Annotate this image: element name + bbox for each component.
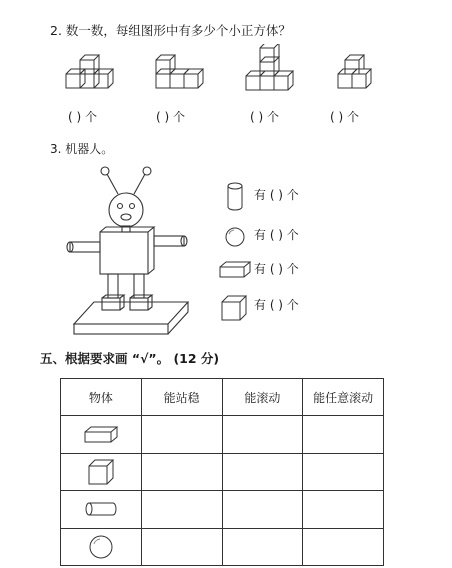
answer-cell[interactable] xyxy=(141,416,222,453)
answer-cell[interactable] xyxy=(141,453,222,490)
q2-title: 2. 数一数，每组图形中有多少个小正方体？ xyxy=(50,23,291,38)
q2-answer-3: ( ) 个 xyxy=(250,110,279,124)
header-roll: 能滚动 xyxy=(222,379,303,416)
answer-cell[interactable] xyxy=(222,491,303,528)
header-object: 物体 xyxy=(61,379,142,416)
cylinder-icon xyxy=(84,501,118,517)
q3-title: 3. 机器人。 xyxy=(50,142,114,156)
q2-answer-2: ( ) 个 xyxy=(156,110,185,124)
cube-icon xyxy=(220,294,248,322)
answer-cell[interactable] xyxy=(303,528,384,565)
q3-sphere-label: 有 ( ) 个 xyxy=(254,228,299,242)
cuboid-icon xyxy=(218,260,252,280)
q2-answer-4: ( ) 个 xyxy=(330,110,359,124)
cube-group-1-icon xyxy=(64,52,124,92)
cube-group-4-icon xyxy=(334,52,384,92)
cylinder-icon xyxy=(226,182,244,212)
cuboid-icon xyxy=(83,425,119,445)
cube-group-3-icon xyxy=(242,44,302,94)
answer-cell[interactable] xyxy=(141,491,222,528)
section5-title: 五、根据要求画 “√”。 (12 分) xyxy=(40,351,220,366)
q3-cuboid-label: 有 ( ) 个 xyxy=(254,262,299,276)
q3-cylinder-label: 有 ( ) 个 xyxy=(254,188,299,202)
answer-cell[interactable] xyxy=(141,528,222,565)
answer-cell[interactable] xyxy=(222,453,303,490)
q3-cube-label: 有 ( ) 个 xyxy=(254,298,299,312)
answer-cell[interactable] xyxy=(303,453,384,490)
table-row xyxy=(61,528,384,565)
answer-cell[interactable] xyxy=(303,416,384,453)
answer-cell[interactable] xyxy=(222,416,303,453)
robot-icon xyxy=(60,162,200,342)
q2-answer-1: ( ) 个 xyxy=(68,110,97,124)
shape-table xyxy=(60,378,384,566)
header-roll-any: 能任意滚动 xyxy=(303,379,384,416)
answer-cell[interactable] xyxy=(222,528,303,565)
sphere-icon xyxy=(88,534,114,560)
table-row xyxy=(61,491,384,528)
sphere-icon xyxy=(224,226,246,248)
table-header-row xyxy=(61,379,384,416)
table-row xyxy=(61,453,384,490)
answer-cell[interactable] xyxy=(303,491,384,528)
cube-icon xyxy=(87,458,115,486)
header-stand: 能站稳 xyxy=(141,379,222,416)
cube-group-2-icon xyxy=(152,52,212,92)
table-row xyxy=(61,416,384,453)
